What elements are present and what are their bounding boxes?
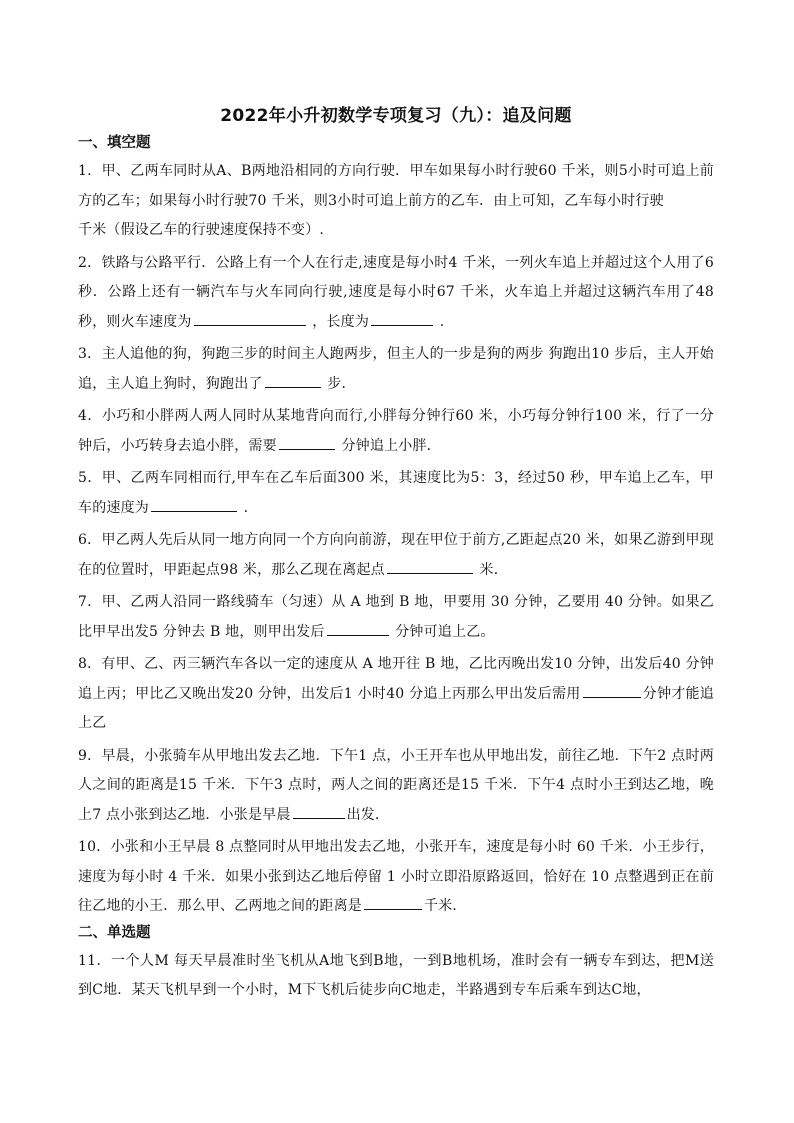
question-1-text: 1．甲、乙两车同时从A、B两地沿相同的方向行驶．甲车如果每小时行驶60 千米，则5小时可追上前方的乙车；如果每小时行驶70 千米，则3小时可追上前方的乙车．由上可知，乙车每小时行驶 bbox=[78, 163, 714, 209]
page-title: 2022年小升初数学专项复习（九）：追及问题 bbox=[220, 106, 572, 126]
question-6-text: 6．甲乙两人先后从同一地方向同一个方向向前游，现在甲位于前方,乙距起点20 米，如果乙游到甲现在的位置时，甲距起点98 米，那么乙现在离起点 bbox=[78, 532, 714, 578]
question-4-text: 4．小巧和小胖两人两人同时从某地背向而行,小胖每分钟行60 米，小巧每分钟行100 米，行了一分钟后，小巧转身去追小胖，需要 bbox=[78, 408, 714, 454]
question-8-text-end: 分钟才能追上乙 bbox=[78, 685, 715, 731]
answer-blank[interactable] bbox=[151, 495, 237, 512]
question-9-text: 9．早晨，小张骑车从甲地出发去乙地．下午1 点，小王开车也从甲地出发，前往乙地．下午2 点时两人之间的距离是15 千米．下午3 点时，两人之间的距离还是15 千米．下午4 点时小王到达乙地，晚上7 点小张到达乙地．小张是早晨 bbox=[78, 747, 714, 823]
question-11 bbox=[78, 947, 714, 1006]
question-5-text: 5．甲、乙两车同相而行,甲车在乙车后面300 米，其速度比为5：3，经过50 秒，甲车追上乙车，甲车的速度为 bbox=[78, 470, 714, 516]
question-9-text-end: 出发． bbox=[346, 806, 390, 823]
question-4-text-end: 分钟追上小胖． bbox=[341, 437, 441, 454]
question-3-text-end: 步． bbox=[327, 375, 356, 392]
question-7 bbox=[78, 588, 714, 647]
question-1 bbox=[78, 157, 714, 246]
question-8 bbox=[78, 650, 714, 739]
question-10-text: 10．小张和小王早晨 8 点整同时从甲地出发去乙地，小张开车，速度是每小时 60 千米．小王步行，速度为每小时 4 千米．如果小张到达乙地后停留 1 小时立即沿原路返回，恰好在 10 点整遇到正在前往乙地的小王．那么甲、乙两地之间的距离是 bbox=[78, 839, 714, 914]
answer-blank[interactable] bbox=[293, 802, 345, 819]
question-11-text: 11．一个人M 每天早晨准时坐飞机从A地飞到B地，一到B地机场，准时会有一辆专车到达，把M送到C地．某天飞机早到一个小时，M下飞机后徒步向C地走，半路遇到专车后乘车到达C地， bbox=[78, 952, 714, 998]
question-3-text: 3．主人追他的狗，狗跑三步的时间主人跑两步，但主人的一步是狗的两步 狗跑出10 步后，主人开始追，主人追上狗时，狗跑出了 bbox=[78, 346, 714, 392]
question-3 bbox=[78, 340, 714, 399]
question-2-text-mid: ，长度为 bbox=[312, 313, 370, 330]
answer-blank[interactable] bbox=[279, 433, 335, 450]
answer-blank[interactable] bbox=[387, 557, 473, 574]
question-6 bbox=[78, 526, 714, 585]
question-2 bbox=[78, 249, 714, 338]
answer-blank[interactable] bbox=[194, 309, 306, 326]
answer-blank[interactable] bbox=[371, 309, 433, 326]
answer-blank[interactable] bbox=[364, 893, 422, 910]
question-1-text-end: 千米（假设乙车的行驶速度保持不变）. bbox=[78, 222, 325, 238]
question-10 bbox=[78, 833, 714, 922]
section-heading-single-choice: 二、单选题 bbox=[78, 924, 151, 941]
question-10-text-end: 千米． bbox=[424, 898, 467, 914]
answer-blank[interactable] bbox=[327, 619, 389, 636]
question-5 bbox=[78, 464, 714, 523]
section-heading-fill: 一、填空题 bbox=[78, 135, 151, 151]
question-7-text-end: 分钟可追上乙。 bbox=[395, 623, 495, 640]
answer-blank[interactable] bbox=[583, 681, 641, 698]
question-2-text-end: . bbox=[439, 313, 445, 330]
question-4 bbox=[78, 402, 714, 461]
question-7-text: 7．甲、乙两人沿同一路线骑车（匀速）从 A 地到 B 地，甲要用 30 分钟，乙要用 40 分钟。如果乙比甲早出发5 分钟去 B 地，则甲出发后 bbox=[78, 594, 714, 640]
question-2-text: 2．铁路与公路平行．公路上有一个人在行走,速度是每小时4 千米，一列火车追上并超过这个人用了6 秒．公路上还有一辆汽车与火车同向行驶,速度是每小时67 千米，火车追上并超过这辆汽车用了48 秒，则火车速度为 bbox=[78, 254, 714, 330]
answer-blank[interactable] bbox=[265, 371, 321, 388]
question-5-text-end: . bbox=[243, 499, 249, 516]
question-9 bbox=[78, 742, 714, 831]
question-8-text: 8．有甲、乙、丙三辆汽车各以一定的速度从 A 地开往 B 地，乙比丙晚出发10 分钟，出发后40 分钟追上丙；甲比乙又晚出发20 分钟，出发后1 小时40 分追上丙那么甲出发后需用 bbox=[78, 656, 714, 702]
question-6-text-end: 米． bbox=[479, 561, 508, 578]
